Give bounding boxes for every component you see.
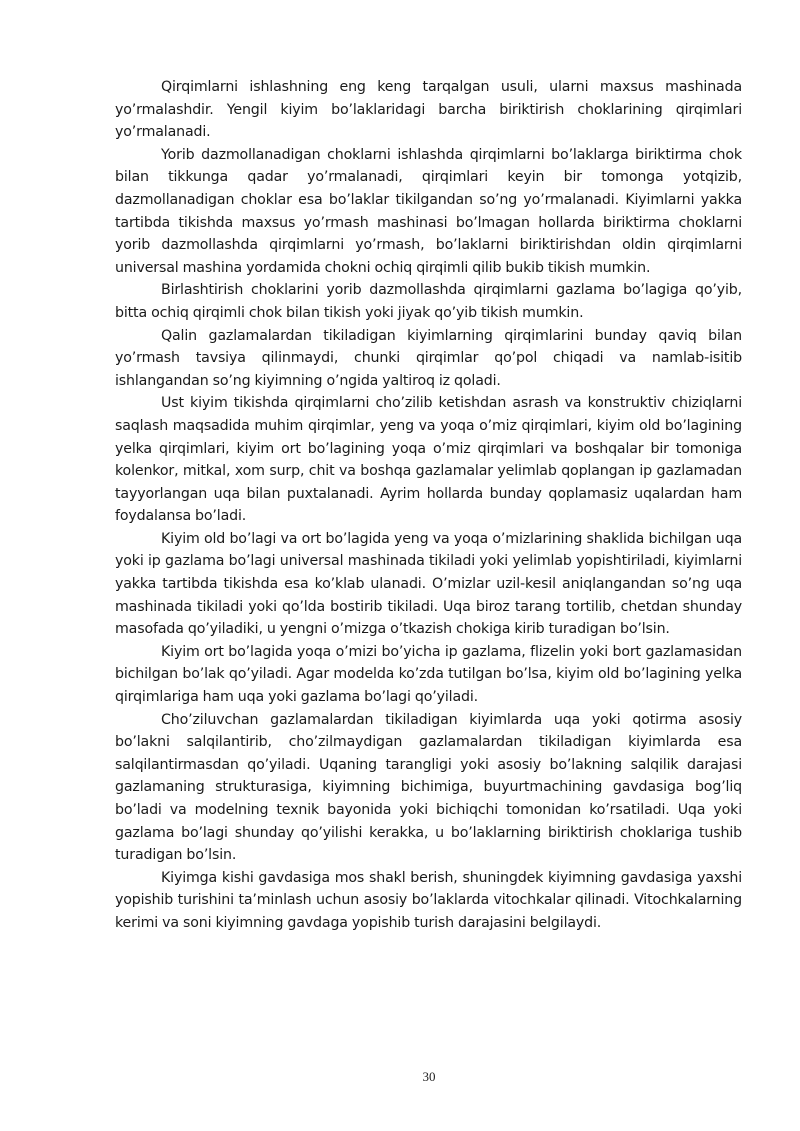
paragraph-6: Kiyim old bo’lagi va ort bo’lagida yeng va yoqa o’mizlarining shaklida bichilgan uqa yoki ip gazlama bo’lagi universal mashinada tikiladi yoki yelimlab yopishtiriladi, kiyimlarni yakka tartibda tikishda esa ko’klab ulanadi. O’mizlar uzil-kesil aniqlangandan so’ng uqa mashinada tikiladi yoki qo’lda bostirib tikiladi. Uqa biroz tarang tortilib, chetdan shunday masofada qo’yiladiki, u yengni o’mizga o’tkazish chokiga kirib turadigan bo’lsin. <box>115 530 742 638</box>
paragraph-7: Kiyim ort bo’lagida yoqa o’mizi bo’yicha ip gazlama, flizelin yoki bort gazlamasidan bichilgan bo’lak qo’yiladi. Agar modelda ko’zda tutilgan bo’lsa, kiyim old bo’lagining yelka qirqimlariga ham uqa yoki gazlama bo’lagi qo’yiladi. <box>115 643 742 706</box>
paragraph-8: Cho’ziluvchan gazlamalardan tikiladigan kiyimlarda uqa yoki qotirma asosiy bo’lakni salqilantirib, cho’zilmaydigan gazlamalardan tikiladigan kiyimlarda esa salqilantirmasdan qo’yiladi. Uqaning tarangligi yoki asosiy bo’lakning salqilik darajasi gazlamaning strukturasiga, kiyimning bichimiga, buyurtmachining gavdasiga bog’liq bo’ladi va modelning texnik bayonida yoki bichiqchi tomonidan ko’rsatiladi. Uqa yoki gazlama bo’lagi shunday qo’yilishi kerakka, u bo’laklarning biriktirish choklariga tushib turadigan bo’lsin. <box>115 711 742 864</box>
paragraph-1: Qirqimlarni ishlashning eng keng tarqalgan usuli, ularni maxsus mashinada yo’rmalashdir. Yengil kiyim bo’laklaridagi barcha biriktirish choklarining qirqimlari yo’rmalanadi. <box>115 79 742 141</box>
paragraph-5: Ust kiyim tikishda qirqimlarni cho’zilib ketishdan asrash va konstruktiv chiziqlarni saqlash maqsadida muhim qirqimlar, yeng va yoqa o’miz qirqimlari, kiyim old bo’lagining yelka qirqimlari, kiyim ort bo’lagining yoqa o’miz qirqimlari va boshqalar bir tomoniga kolenkor, mitkal, xom surp, chit va boshqa gazlamalar yelimlab qoplangan ip gazlamadan tayyorlangan uqa bilan puxtalanadi. Ayrim hollarda bunday qoplamasiz uqalardan ham foydalansa bo’ladi. <box>115 395 742 525</box>
body-text <box>115 76 742 935</box>
paragraph-4: Qalin gazlamalardan tikiladigan kiyimlarning qirqimlarini bunday qaviq bilan yo’rmash tavsiya qilinmaydi, chunki qirqimlar qo’pol chiqadi va namlab-isitib ishlangandan so’ng kiyimning o’ngida yaltiroq iz qoladi. <box>115 327 742 389</box>
page-number: 30 <box>422 1069 436 1084</box>
paragraph-9: Kiyimga kishi gavdasiga mos shakl berish, shuningdek kiyimning gavdasiga yaxshi yopishib turishini ta’minlash uchun asosiy bo’laklarda vitochkalar qilinadi. Vitochkalarning kerimi va soni kiyimning gavdaga yopishib turish darajasini belgilaydi. <box>115 869 742 931</box>
paragraph-3: Birlashtirish choklarini yorib dazmollashda qirqimlarni gazlama bo’lagiga qo’yib, bitta ochiq qirqimli chok bilan tikish yoki jiyak qo’yib tikish mumkin. <box>115 282 742 321</box>
paragraph-2: Yorib dazmollanadigan choklarni ishlashda qirqimlarni bo’laklarga biriktirma chok bilan tikkunga qadar yo’rmalanadi, qirqimlari keyin bir tomonga yotqizib, dazmollanadigan choklar esa bo’laklar tikilgandan so’ng yo’rmalanadi. Kiyimlarni yakka tartibda tikishda maxsus yo’rmash mashinasi bo’lmagan hollarda biriktirma choklarni yorib dazmollashda qirqimlarni yo’rmash, bo’laklarni biriktirishdan oldin qirqimlarni universal mashina yordamida chokni ochiq qirqimli qilib bukib tikish mumkin. <box>115 146 742 276</box>
